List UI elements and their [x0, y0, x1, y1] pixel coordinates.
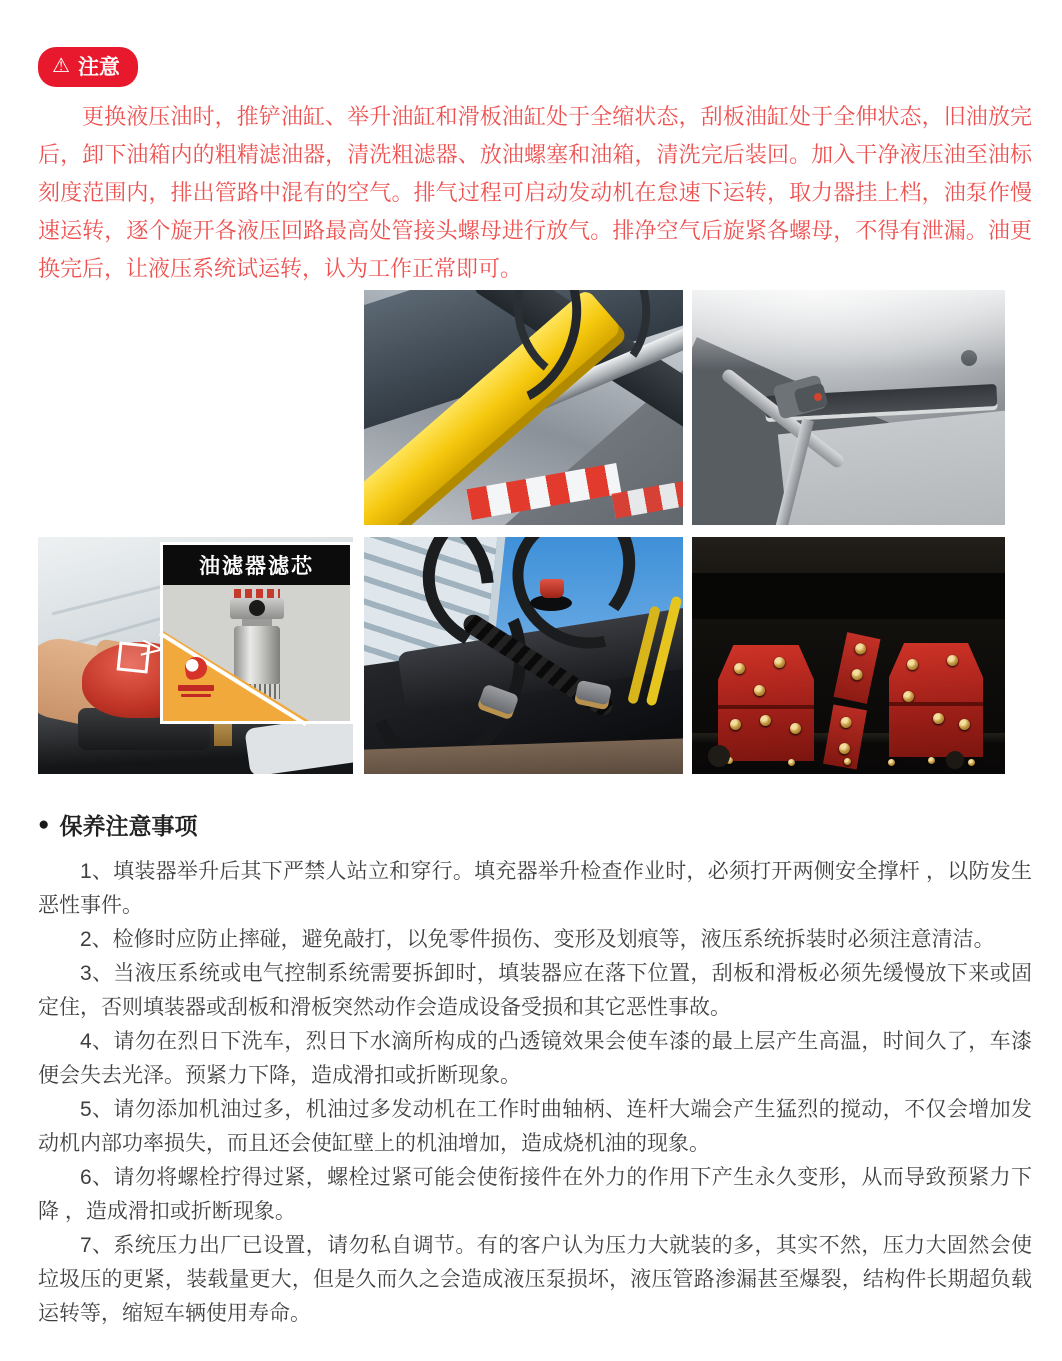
grease-nipple: [760, 715, 771, 726]
photo-grease-brackets: [692, 537, 1005, 774]
photo-oil-filter-cap: [38, 537, 353, 774]
chassis-hole: [946, 751, 964, 769]
photo-hydraulic-tank: [364, 537, 683, 774]
rivet: [788, 759, 795, 766]
callout-marker: [117, 641, 151, 673]
filter-inset-callout: [160, 542, 353, 724]
maintenance-item: 1、填装器举升后其下严禁人站立和穿行。填充器举升检查作业时，必须打开两侧安全撑杆 ，以防发生恶性事件。: [38, 860, 1032, 917]
grease-nipple: [838, 742, 851, 755]
grease-nipple: [933, 713, 944, 724]
grease-nipple: [734, 663, 745, 674]
light-glare: [692, 290, 1005, 370]
orange-corner-triangle: [163, 631, 309, 721]
grease-nipple: [840, 716, 853, 729]
notice-badge: [38, 47, 138, 87]
section-heading-text: 保养注意事项: [59, 813, 198, 839]
chassis-hole: [708, 745, 730, 767]
grease-nipple: [730, 719, 741, 730]
maintenance-item: 3、当液压系统或电气控制系统需要拆卸时，填装器应在落下位置，刮板和滑板必须先缓慢放下来或固定住，否则填装器或刮板和滑板突然动作会造成设备受损和其它恶性事故。: [38, 962, 1032, 1019]
maintenance-item: 2、检修时应防止摔碰，避免敲打，以免零件损伤、变形及划痕等，液压系统拆装时必须注意清洁。: [80, 928, 995, 951]
photo-hopper-interior: [692, 290, 1005, 525]
rivet: [968, 759, 975, 766]
grease-nipple: [959, 719, 970, 730]
maintenance-item: 6、请勿将螺栓拧得过紧，螺栓过紧可能会使衔接件在外力的作用下产生永久变形，从而导致预紧力下降 ，造成滑扣或折断现象。: [38, 1166, 1032, 1223]
maintenance-item: 5、请勿添加机油过多，机油过多发动机在工作时曲轴柄、连杆大端会产生猛烈的搅动，不仅会增加发动机内部功率损失，而且还会使缸壁上的机油增加，造成烧机油的现象。: [38, 1098, 1032, 1155]
red-grease-bracket-left: [718, 645, 814, 761]
photo-gallery: [0, 290, 1062, 774]
inset-title: 油滤器滤芯: [163, 545, 350, 585]
brand-logo-text: [178, 685, 214, 691]
grease-nipple: [754, 685, 765, 696]
brand-logo-subtext: [181, 694, 211, 697]
grease-nipple: [854, 642, 867, 655]
grease-nipple: [947, 655, 958, 666]
notice-badge-row: [38, 47, 1062, 87]
notice-paragraph: 更换液压油时，推铲油缸、举升油缸和滑板油缸处于全缩状态，刮板油缸处于全伸状态，旧油放完后，卸下油箱内的粗精滤油器，清洗粗滤器、放油螺塞和油箱，清洗完后装回。加入干净液压油至油标刻度范围内，排出管路中混有的空气。排气过程可启动发动机在怠速下运转，取力器挂上档，油泵作慢速运转，逐个旋开各液压回路最高处管接头螺母进行放气。排净空气后旋紧各螺母，不得有泄漏。油更换完后，让液压系统试运转，认为工作正常即可。: [38, 104, 1032, 281]
red-grease-bracket-right: [889, 643, 983, 757]
filter-cartridge-cap: [230, 597, 284, 619]
warning-triangle-icon: ⚠: [52, 55, 70, 77]
grease-nipple: [903, 691, 914, 702]
red-grease-plate-middle: [834, 632, 881, 704]
maintenance-list: [38, 855, 1032, 1331]
notice-badge-label: 注意: [77, 56, 120, 79]
photo-lift-cylinder: [364, 290, 683, 525]
rivet: [888, 759, 895, 766]
rivet: [844, 758, 851, 765]
section-heading: [38, 808, 1062, 841]
grease-fitting: [814, 393, 822, 401]
grease-nipple: [851, 668, 864, 681]
chassis-beam: [692, 573, 1005, 619]
grease-nipple: [790, 723, 801, 734]
rivet: [928, 757, 935, 764]
grease-nipple: [907, 659, 918, 670]
bullet-icon: ●: [38, 814, 50, 835]
filter-cartridge-neck: [242, 619, 272, 626]
maintenance-item: 4、请勿在烈日下洗车，烈日下水滴所构成的凸透镜效果会使车漆的最上层产生高温，时间久了，车漆便会失去光泽。预紧力下降，造成滑扣或折断现象。: [38, 1030, 1032, 1087]
grease-nipple: [774, 657, 785, 668]
red-breather-cap: [540, 579, 564, 598]
maintenance-item: 7、系统压力出厂已设置，请勿私自调节。有的客户认为压力大就装的多，其实不然，压力大固然会使垃圾压的更紧，装载量更大，但是久而久之会造成液压泵损坏，液压管路渗漏甚至爆裂，结构件长期超负载运转等，缩短车辆使用寿命。: [38, 1234, 1032, 1325]
